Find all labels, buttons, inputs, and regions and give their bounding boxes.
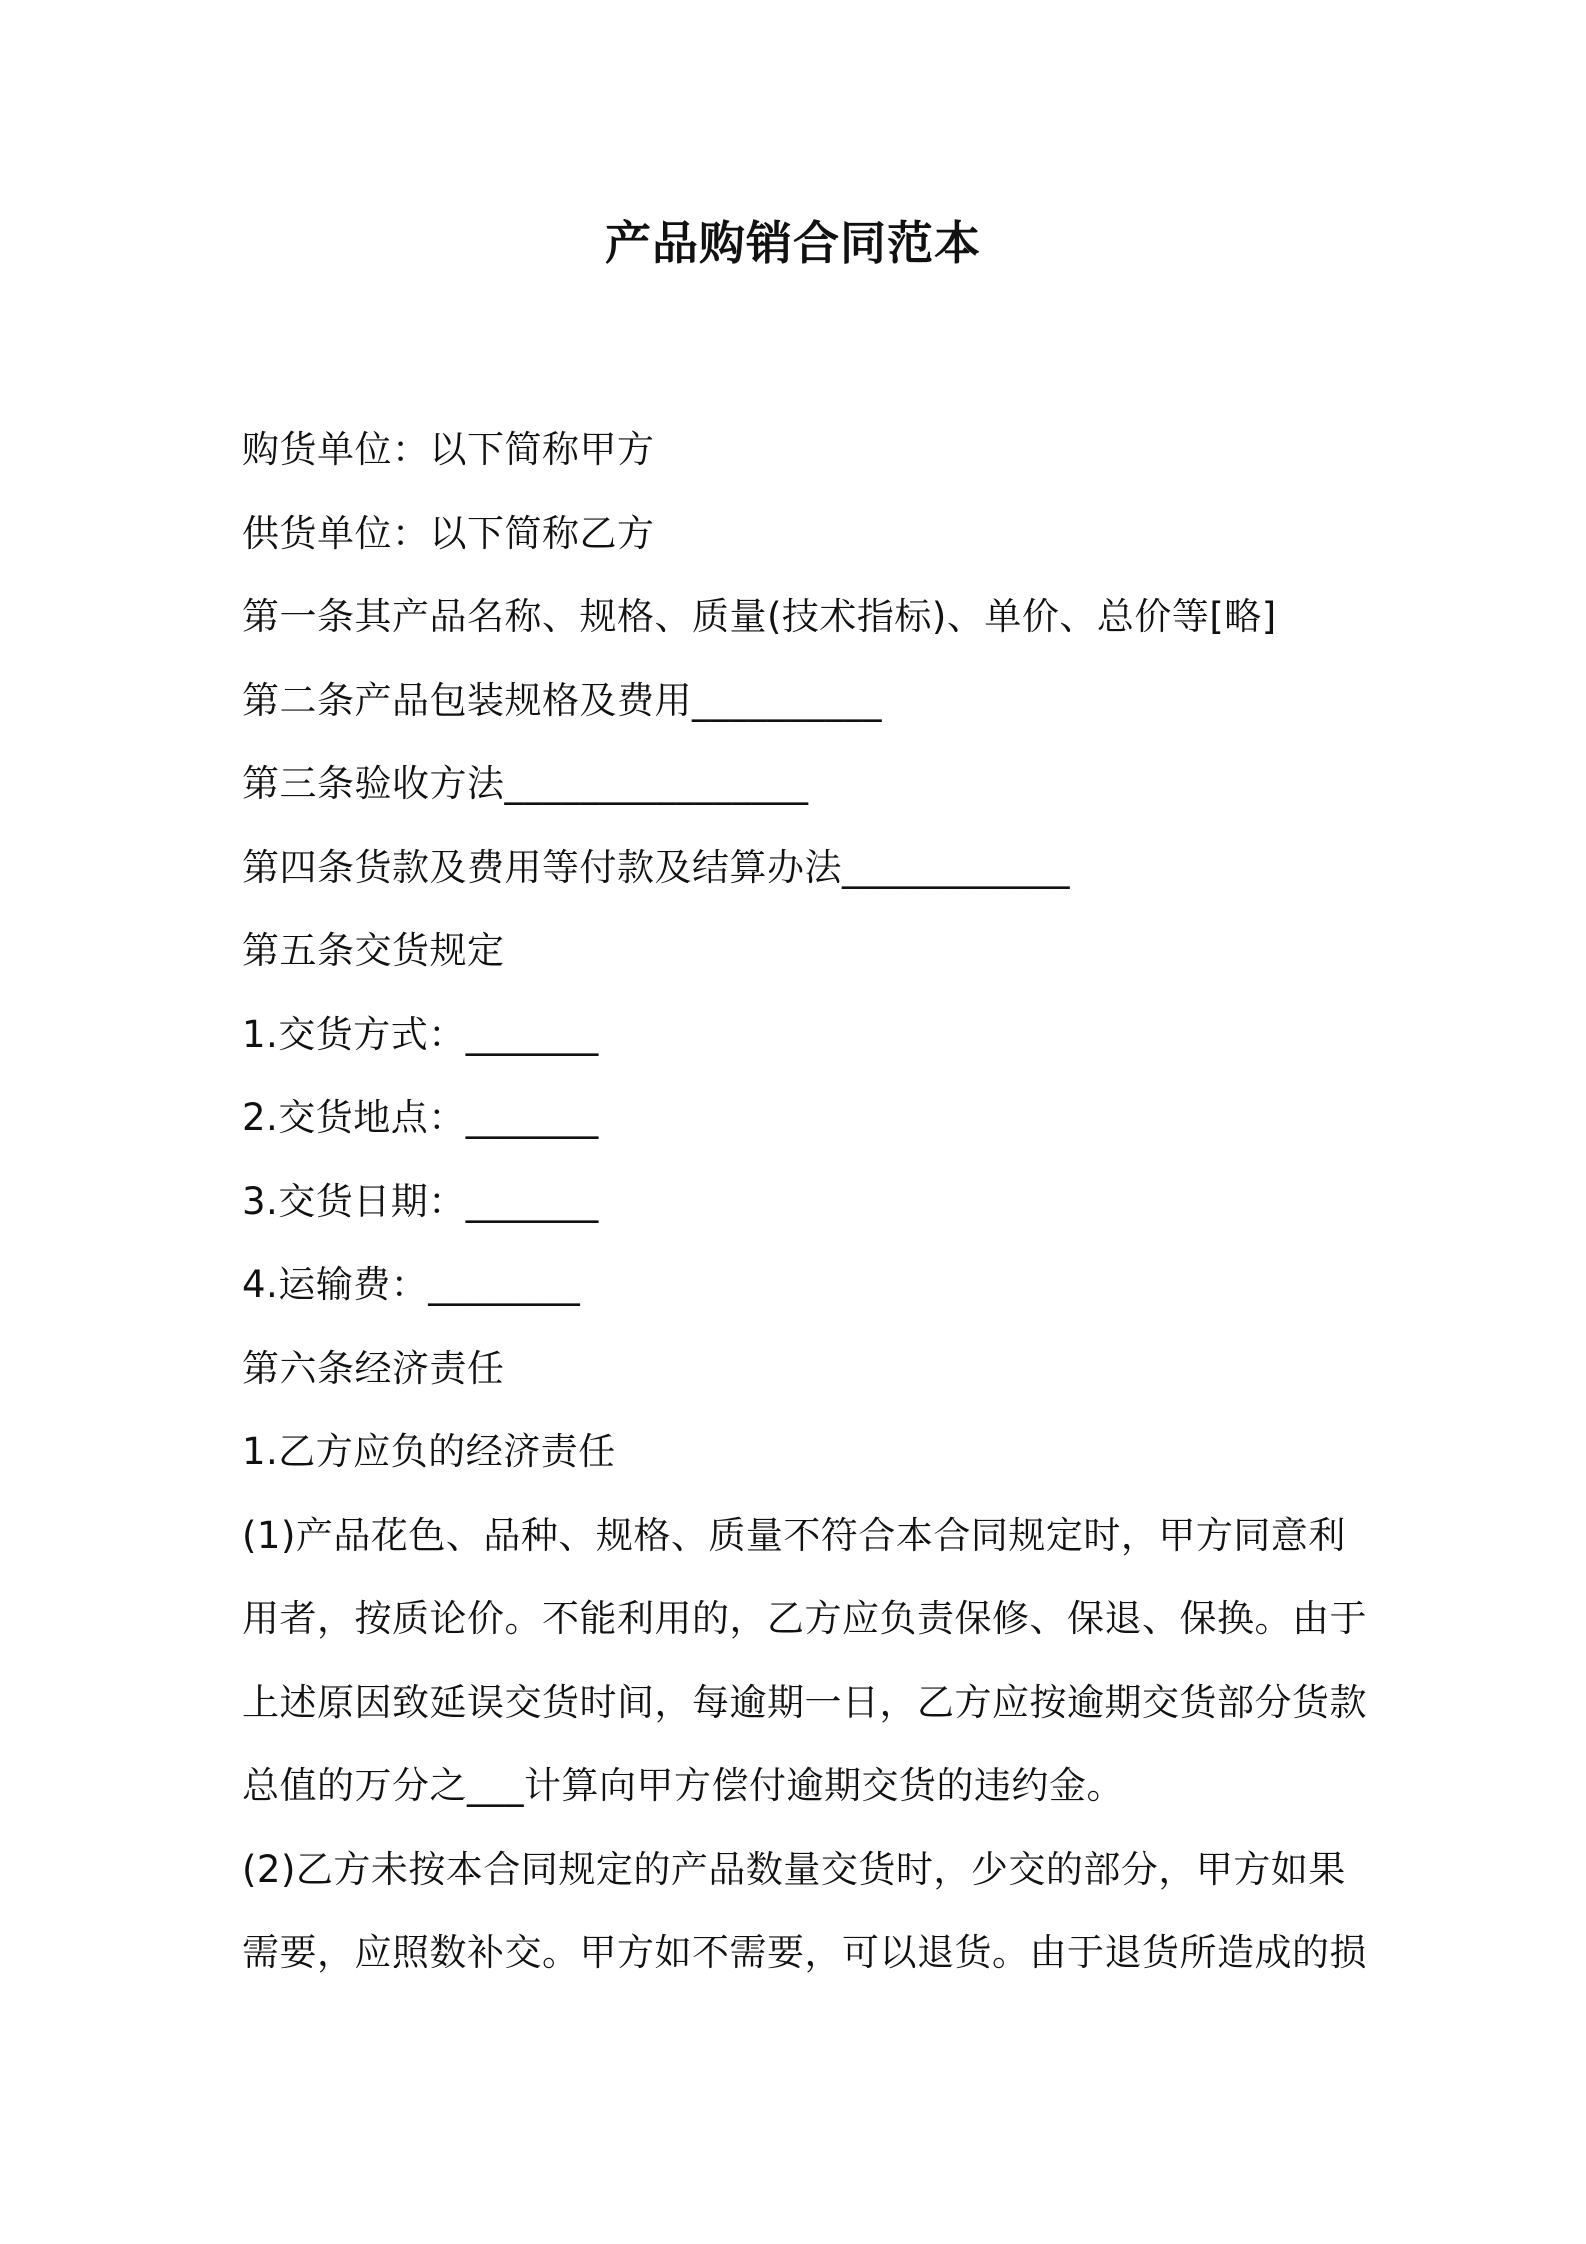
- supplier-line: 供货单位：以下简称乙方: [242, 511, 655, 555]
- paragraph-line: (1)产品花色、品种、规格、质量不符合本合同规定时，甲方同意利: [242, 1513, 1346, 1557]
- document-body: [242, 408, 1367, 1995]
- delivery-method: 1.交货方式：_______: [242, 1012, 599, 1056]
- article-2: 第二条产品包装规格及费用__________: [242, 678, 882, 722]
- buyer-line: 购货单位：以下简称甲方: [242, 428, 655, 471]
- delivery-date: 3.交货日期：_______: [242, 1179, 599, 1223]
- paragraph-line: 上述原因致延误交货时间，每逾期一日，乙方应按逾期交货部分货款: [242, 1680, 1367, 1724]
- paragraph-line: 需要，应照数补交。甲方如不需要，可以退货。由于退货所造成的损: [242, 1931, 1367, 1974]
- article-3: 第三条验收方法________________: [242, 762, 809, 805]
- transport-fee: 4.运输费：________: [242, 1263, 581, 1306]
- article-4: 第四条货款及费用等付款及结算办法____________: [242, 845, 1070, 889]
- paragraph-line: 用者，按质论价。不能利用的，乙方应负责保修、保退、保换。由于: [242, 1597, 1367, 1640]
- delivery-location: 2.交货地点：_______: [242, 1096, 599, 1139]
- paragraph-line: 总值的万分之___计算向甲方偿付逾期交货的违约金。: [242, 1764, 1124, 1807]
- article-6: 第六条经济责任: [242, 1346, 505, 1390]
- article-5: 第五条交货规定: [242, 929, 505, 972]
- seller-liability-heading: 1.乙方应负的经济责任: [242, 1430, 616, 1473]
- article-1: 第一条其产品名称、规格、质量(技术指标)、单价、总价等[略]: [242, 595, 1277, 638]
- document-title: 产品购销合同范本: [605, 216, 981, 270]
- paragraph-line: (2)乙方未按本合同规定的产品数量交货时，少交的部分，甲方如果: [242, 1847, 1346, 1891]
